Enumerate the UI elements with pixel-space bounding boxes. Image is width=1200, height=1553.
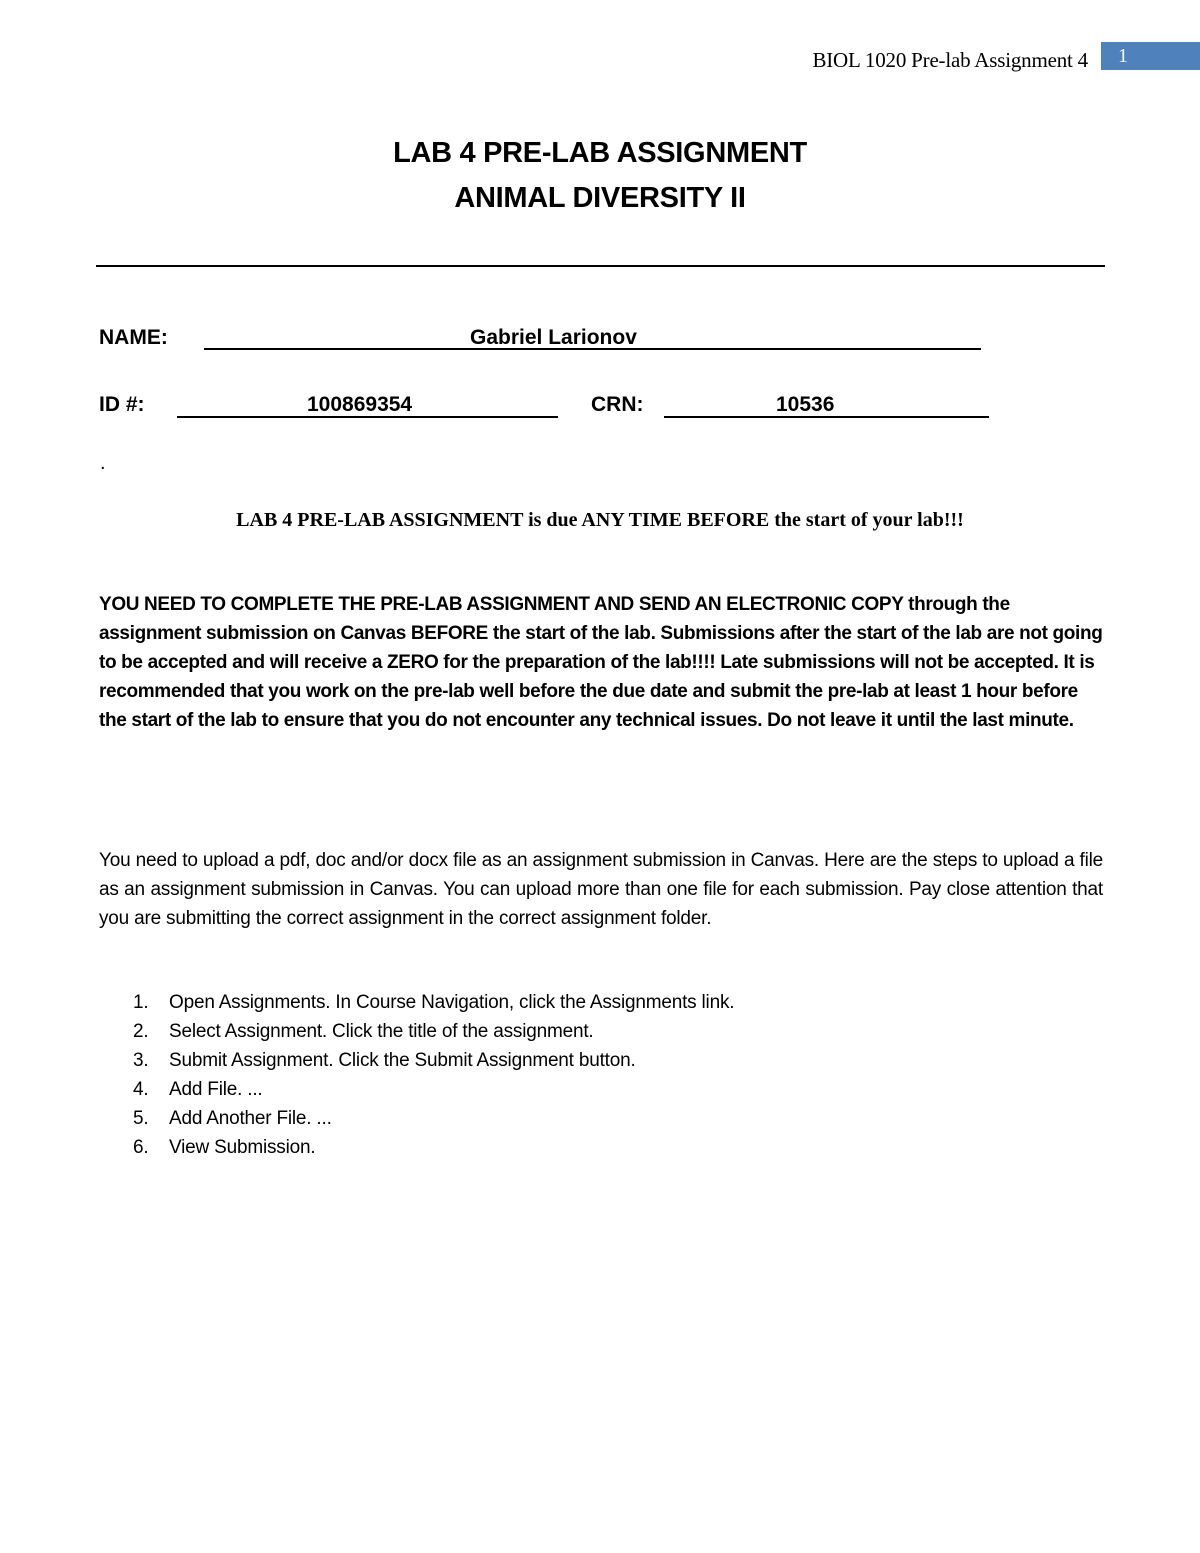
submission-warning: YOU NEED TO COMPLETE THE PRE-LAB ASSIGNMENT AND SEND AN ELECTRONIC COPY through the assignment submission on Canvas BEFORE the start of the lab. Submissions after the start of the lab are not going to be accepted and will receive a ZERO for the preparation of the lab!!!! Late submissions will not be accepted. It is recommended that you work on the pre-lab well before the due date and submit the pre-lab at least 1 hour before the start of the lab to ensure that you do not encounter any technical issues. Do not leave it until the last minute. <box>99 594 1103 731</box>
list-item <box>99 1104 734 1133</box>
list-item <box>99 1133 734 1162</box>
due-notice: LAB 4 PRE-LAB ASSIGNMENT is due ANY TIME BEFORE the start of your lab!!! <box>236 509 964 531</box>
crn-value: 10536 <box>776 393 835 416</box>
step-text: Submit Assignment. Click the Submit Assignment button. <box>169 1050 636 1071</box>
stray-period: . <box>100 452 106 474</box>
list-item <box>99 1075 734 1104</box>
step-text: Add Another File. ... <box>169 1108 332 1129</box>
step-text: Select Assignment. Click the title of the assignment. <box>169 1021 594 1042</box>
id-value: 100869354 <box>307 393 413 416</box>
id-label: ID #: <box>99 393 145 416</box>
name-label: NAME: <box>99 326 168 349</box>
running-header: BIOL 1020 Pre-lab Assignment 4 <box>812 48 1088 72</box>
step-text: Add File. ... <box>169 1079 263 1100</box>
name-value: Gabriel Larionov <box>470 326 637 349</box>
document-subtitle: ANIMAL DIVERSITY II <box>454 182 746 214</box>
page-number-badge: 1 <box>1101 42 1200 70</box>
step-number: 2. <box>133 1021 149 1042</box>
list-item <box>99 1017 734 1046</box>
crn-label: CRN: <box>591 393 644 416</box>
list-item <box>99 1046 734 1075</box>
title-divider <box>96 265 1105 267</box>
step-number: 3. <box>133 1050 149 1071</box>
step-number: 5. <box>133 1108 149 1129</box>
step-text: View Submission. <box>169 1137 316 1158</box>
step-number: 1. <box>133 992 149 1013</box>
step-text: Open Assignments. In Course Navigation, click the Assignments link. <box>169 992 735 1013</box>
document-title: LAB 4 PRE-LAB ASSIGNMENT <box>393 137 807 169</box>
upload-instructions: You need to upload a pdf, doc and/or docx file as an assignment submission in Canvas. Here are the steps to upload a file as an assignment submission in Canvas. You can upload more than one file for each submission. Pay close attention that you are submitting the correct assignment in the correct assignment folder. <box>99 850 1103 929</box>
upload-steps-list <box>99 988 734 1162</box>
step-number: 4. <box>133 1079 149 1100</box>
list-item <box>99 988 734 1017</box>
step-number: 6. <box>133 1137 149 1158</box>
